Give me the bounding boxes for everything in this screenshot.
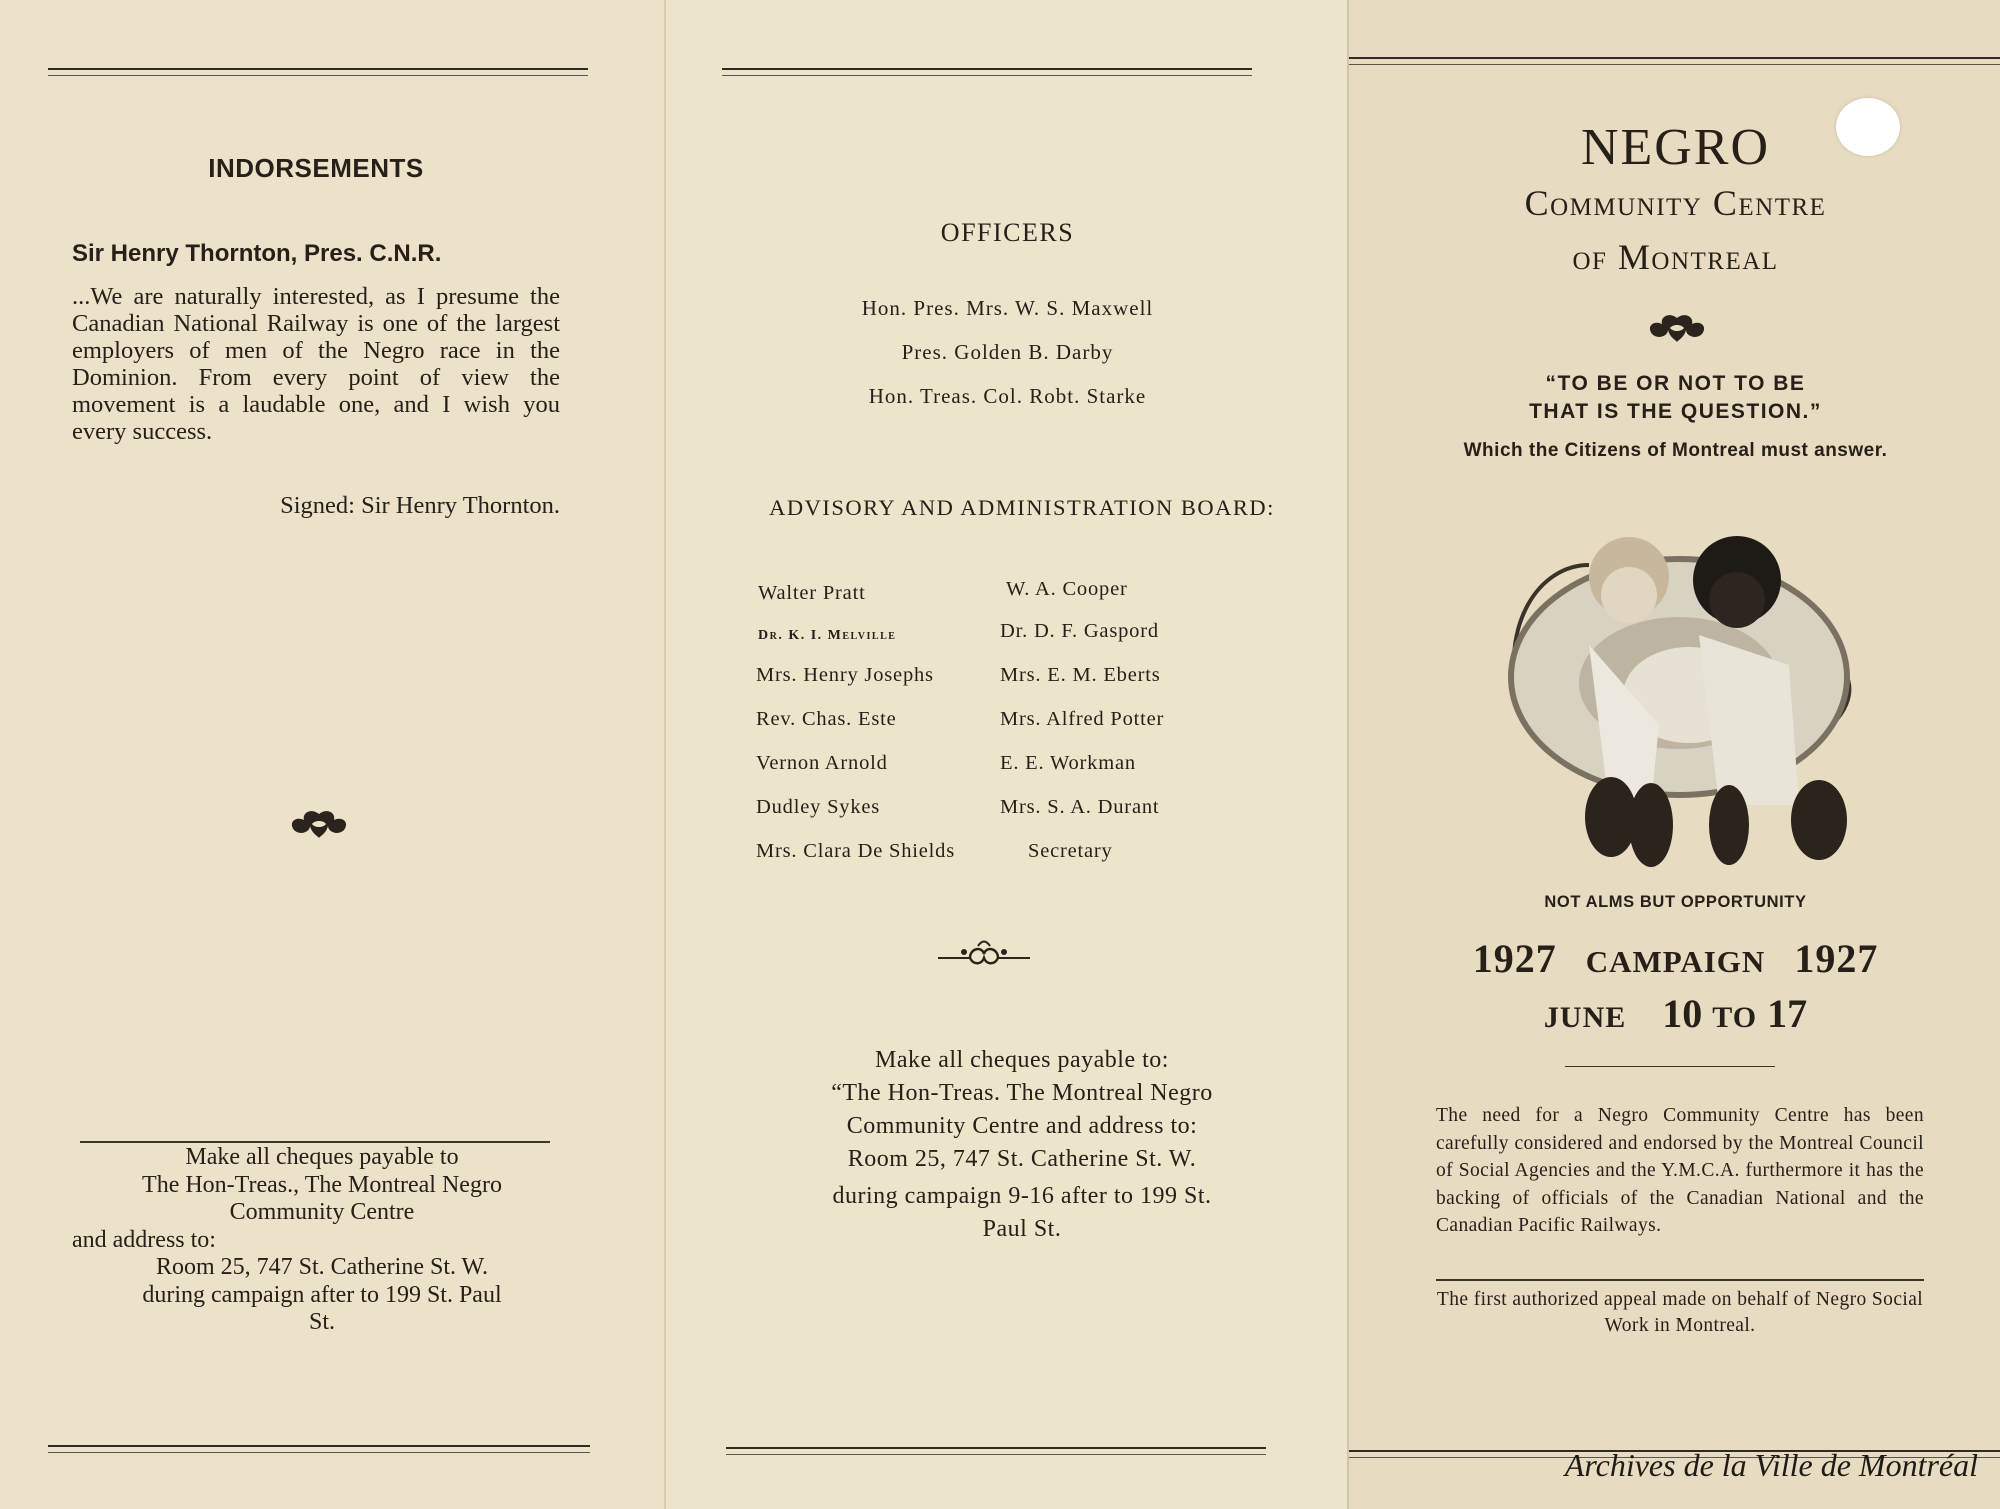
org-title: NEGRO — [1580, 119, 1771, 176]
cheques-line: Paul St. — [982, 1216, 1062, 1242]
top-rule — [1349, 57, 2000, 65]
quote-line: THAT IS THE QUESTION.” — [1529, 400, 1822, 423]
officers-title: OFFICERS — [940, 218, 1075, 247]
dates-start: 10 — [1662, 991, 1703, 1036]
cheques-line: Community Centre and address to: — [846, 1113, 1198, 1139]
board-title: ADVISORY AND ADMINISTRATION BOARD: — [769, 495, 1275, 520]
cheques-line: Room 25, 747 St. Catherine St. W. — [847, 1146, 1197, 1172]
board-member: Mrs. Clara De Shields — [756, 840, 955, 862]
footnote-rule — [1436, 1279, 1924, 1281]
board-member: Vernon Arnold — [756, 752, 888, 774]
campaign-year: 1927 — [1472, 936, 1557, 981]
slogan: NOT ALMS BUT OPPORTUNITY — [1544, 893, 1807, 911]
board-member: Dr. D. F. Gaspord — [1000, 620, 1159, 642]
cheques-line: “The Hon-Treas. The Montreal Negro — [831, 1080, 1213, 1106]
archive-credit: Archives de la Ville de Montréal — [1564, 1447, 1978, 1483]
board-member: E. E. Workman — [1000, 752, 1136, 774]
endorser-name: Sir Henry Thornton, Pres. C.N.R. — [72, 240, 442, 267]
campaign-word: CAMPAIGN — [1585, 944, 1766, 979]
board-member: W. A. Cooper — [1006, 578, 1128, 600]
left-cheques-notice — [72, 1144, 572, 1337]
campaign-dates — [1349, 990, 2000, 1037]
dates-to: TO — [1712, 1001, 1758, 1034]
dates-month: JUNE — [1543, 1001, 1627, 1034]
officer-line: Pres. Golden B. Darby — [901, 340, 1114, 364]
board-member: Mrs. E. M. Eberts — [1000, 664, 1161, 686]
paper-hole — [1836, 98, 1900, 156]
cheques-line: during campaign after to 199 St. Paul — [142, 1281, 502, 1308]
org-location: of Montreal — [1572, 237, 1779, 277]
middle-panel — [664, 0, 1347, 1509]
bottom-rule — [726, 1447, 1266, 1455]
top-rule — [48, 68, 588, 76]
endorsement-quote: ...We are naturally interested, as I presume the Canadian National Railway is one of the largest employers of men of the Negro race in the Dominion. From every point of view the movement is a laudable one, and I wish you every success. — [72, 283, 560, 445]
cheques-line: during campaign 9-16 after to 199 St. — [832, 1183, 1212, 1209]
board-member: Rev. Chas. Este — [756, 708, 897, 730]
quote-subline: Which the Citizens of Montreal must answer. — [1463, 440, 1888, 461]
left-panel — [0, 0, 664, 1509]
cheques-line: Make all cheques payable to: — [875, 1047, 1169, 1073]
board-member: Mrs. S. A. Durant — [1000, 796, 1160, 818]
cheques-rule — [80, 1141, 550, 1143]
dates-end: 17 — [1767, 991, 1808, 1036]
cheques-line: and address to: — [72, 1226, 216, 1253]
bottom-rule — [48, 1445, 590, 1453]
campaign-year: 1927 — [1794, 936, 1879, 981]
right-panel — [1347, 0, 2000, 1509]
officer-line: Hon. Pres. Mrs. W. S. Maxwell — [861, 296, 1154, 320]
top-rule — [722, 68, 1252, 76]
board-member: Walter Pratt — [758, 582, 866, 604]
cheques-line: The Hon-Treas., The Montreal Negro — [142, 1171, 502, 1198]
indorsements-title: INDORSEMENTS — [208, 153, 424, 183]
scroll-ornament-icon — [934, 938, 1034, 974]
endorsement-signature: Signed: Sir Henry Thornton. — [280, 492, 560, 519]
children-in-life-ring-photo — [1479, 505, 1879, 885]
footnote: The first authorized appeal made on behalf of Negro Social Work in Montreal. — [1436, 1289, 1924, 1336]
cheques-line: Room 25, 747 St. Catherine St. W. — [155, 1254, 488, 1280]
description: The need for a Negro Community Centre has been carefully considered and endorsed by the Montreal Council of Social Agencies and the Y.M.C.A. furthermore it has the backing of officials of the Canadian National and the Canadian Pacific Railways. — [1436, 1105, 1924, 1236]
board-member: Dudley Sykes — [756, 796, 881, 818]
middle-cheques-notice — [752, 1044, 1292, 1246]
floral-ornament-icon — [1644, 312, 1710, 348]
board-member: Mrs. Henry Josephs — [756, 664, 934, 686]
cheques-line: St. — [308, 1309, 335, 1335]
board-role: Secretary — [1028, 840, 1113, 862]
cheques-line: Make all cheques payable to — [185, 1144, 459, 1170]
campaign-heading — [1349, 935, 2000, 982]
short-rule — [1565, 1066, 1775, 1067]
officer-line: Hon. Treas. Col. Robt. Starke — [868, 384, 1147, 408]
board-member: Mrs. Alfred Potter — [1000, 708, 1165, 730]
quote-line: “TO BE OR NOT TO BE — [1545, 372, 1806, 395]
floral-ornament-icon — [286, 808, 352, 844]
board-member: Dr. K. I. Melville — [758, 628, 897, 643]
org-subtitle: Community Centre — [1524, 183, 1827, 223]
cheques-line: Community Centre — [229, 1199, 415, 1225]
